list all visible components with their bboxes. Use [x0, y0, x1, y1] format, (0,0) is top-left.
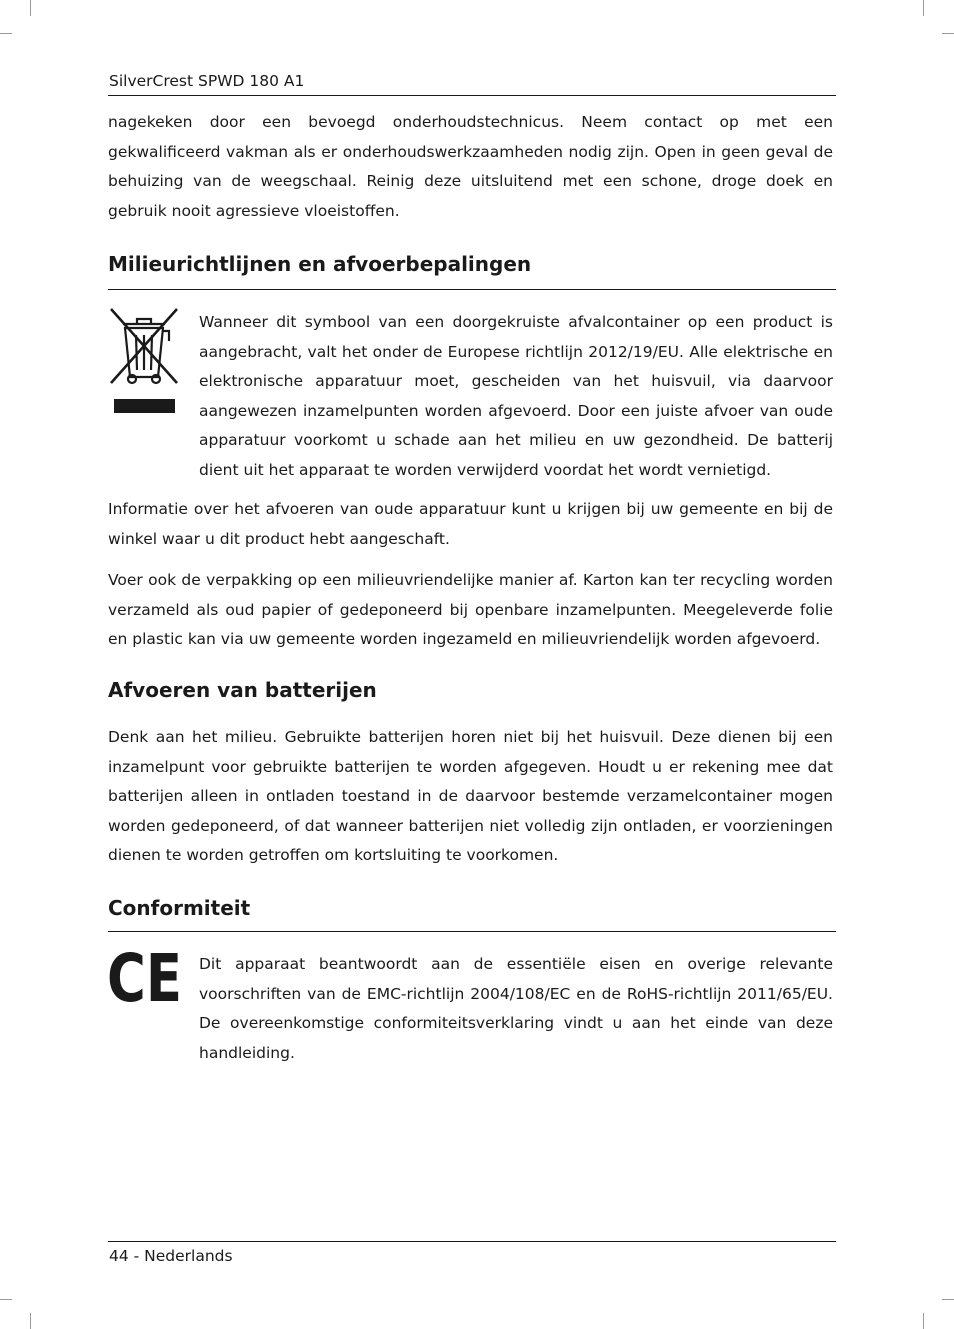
section-rule — [108, 289, 836, 290]
crop-mark — [923, 1313, 924, 1329]
section-rule — [108, 931, 836, 932]
running-header: SilverCrest SPWD 180 A1 — [109, 72, 305, 90]
ce-mark-icon — [107, 940, 183, 1017]
page-footer: 44 - Nederlands — [109, 1247, 233, 1265]
packaging-paragraph: Voer ook de verpakking op een milieuvriendelijke manier af. Karton kan ter recycling worden verzameld als oud papier of gedeponeerd bij openbare inzamelpunten. Meegeleverde folie en plastic kan via uw gemeente worden ingezameld en milieuvriendelijk worden afgevoerd. — [108, 571, 833, 648]
weee-symbol-paragraph: Wanneer dit symbool van een doorgekruiste afvalcontainer op een product is aangebracht, valt het onder de Europese richtlijn 2012/19/EU. Alle elektrische en elektronische apparatuur moet, gescheiden van het huisvuil, via daarvoor aangewezen inzamelpunten worden afgevoerd. Door een juiste afvoer van oude apparatuur voorkomt u schade aan het milieu en uw gezondheid. De batterij dient uit het apparaat te worden verwijderd voordat het wordt vernietigd. — [199, 313, 833, 479]
crop-mark — [30, 1313, 31, 1329]
disposal-info-paragraph: Informatie over het afvoeren van oude apparatuur kunt u krijgen bij uw gemeente en bij de winkel waar u dit product hebt aangeschaft. — [108, 500, 833, 548]
section-heading-environment: Milieurichtlijnen en afvoerbepalingen — [108, 252, 532, 276]
intro-paragraph: nagekeken door een bevoegd onderhoudstechnicus. Neem contact op met een gekwalificeerd vakman als er onderhoudswerkzaamheden nodig zijn. Open in geen geval de behuizing van de weegschaal. Reinig deze uitsluitend met een schone, droge doek en gebruik nooit agressieve vloeistoffen. — [108, 113, 833, 220]
conformity-paragraph: Dit apparaat beantwoordt aan de essentiële eisen en overige relevante voorschriften van de EMC-richtlijn 2004/108/EC en de RoHS-richtlijn 2011/65/EU. De overeenkomstige conformiteitsverklaring vindt u aan het einde van deze handleiding. — [199, 955, 833, 1062]
crop-mark — [942, 33, 954, 34]
section-heading-batteries: Afvoeren van batterijen — [108, 678, 377, 702]
crop-mark — [30, 0, 31, 16]
svg-text:CE: CE — [107, 940, 182, 1017]
crossed-out-wheelie-bin-icon — [107, 307, 181, 415]
crop-mark — [0, 33, 12, 34]
footer-rule — [108, 1241, 836, 1242]
batteries-paragraph: Denk aan het milieu. Gebruikte batterijen horen niet bij het huisvuil. Deze dienen bij een inzamelpunt voor gebruikte batterijen te worden afgegeven. Houdt u er rekening mee dat batterijen alleen in ontladen toestand in de daarvoor bestemde verzamelcontainer mogen worden gedeponeerd, of dat wanneer batterijen niet volledig zijn ontladen, er voorzieningen dienen te worden getroffen om kortsluiting te voorkomen. — [108, 728, 833, 864]
crop-mark — [942, 1299, 954, 1300]
header-rule — [108, 95, 836, 96]
crop-mark — [923, 0, 924, 16]
crop-mark — [0, 1299, 12, 1300]
section-heading-conformity: Conformiteit — [108, 896, 251, 920]
